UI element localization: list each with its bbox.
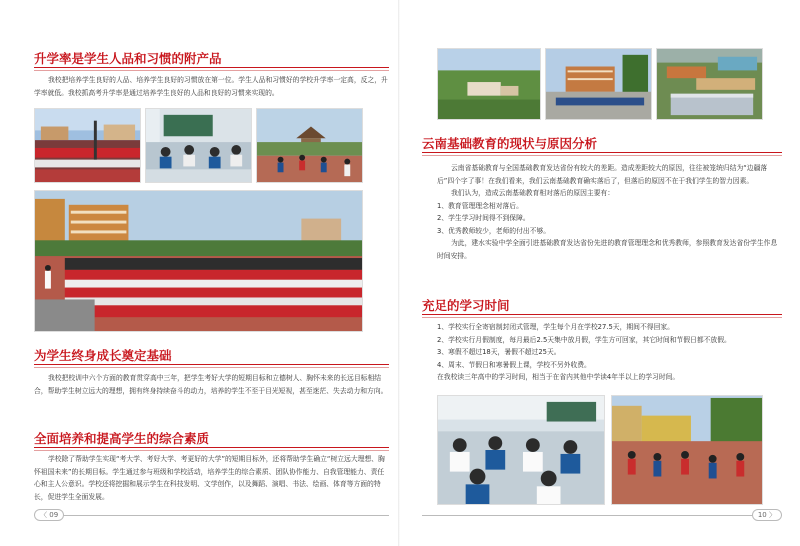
photo-ceremony — [34, 108, 141, 183]
section-rule — [34, 364, 389, 365]
list-item: 3、寒假不超过18天，暑假不超过25天。 — [437, 348, 561, 356]
page-number-badge — [34, 509, 64, 521]
section-body — [34, 74, 389, 99]
section-rule — [34, 450, 389, 451]
photo-campus-aerial — [437, 48, 541, 120]
page-number: 10 — [757, 511, 767, 519]
right-page — [400, 0, 800, 546]
paragraph: 我校把校训中六个方面的教育贯穿高中三年，把学生考好大学的短期目标和立德树人、胸怀未来的长远目标相结合，帮助学生树立远大的理想，拥有终身持续奋斗的动力，培养的学生不至于目光短视，甚至迷茫、失去动力和方向。 — [34, 374, 388, 395]
section-header — [422, 295, 782, 315]
page-number-badge — [752, 509, 782, 521]
photo-campus-students — [545, 48, 652, 120]
section-title: 云南基础教育的现状与原因分析 — [422, 136, 598, 151]
paragraph: 我校把培养学生良好的人品、培养学生良好的习惯放在第一位。学生人品和习惯好的学校升学率一定高，反之，升学率就低。我校抓高考升学率是通过培养学生良好的人品和良好的习惯来实现的。 — [34, 76, 388, 97]
section-rule — [34, 67, 389, 68]
chevron-left-icon: 〈 — [40, 511, 47, 519]
chevron-right-icon: 〉 — [769, 511, 776, 519]
paragraph: 为此，建水实验中学全面引进基础教育发达省份先进的教育管理理念和优秀教师，参照教育发达省份学生作息时间安排。 — [437, 239, 778, 260]
list-item: 1、学校实行全寄宿制封闭式管理，学生每个月在学校27.5天，期间不得回家。 — [437, 323, 674, 331]
section-header — [422, 133, 782, 153]
photo-classroom-study — [437, 395, 605, 505]
page-footer — [422, 509, 782, 521]
section-body — [437, 321, 782, 384]
section-rule — [422, 152, 782, 153]
section-rule — [422, 155, 782, 156]
list-item: 2、学校实行月假制度，每月最后2.5天集中放月假，学生方可回家，其它时间和节假日都不放假。 — [437, 335, 731, 344]
photo-running-exercise — [611, 395, 763, 505]
list-item: 1、教育管理理念相对落后。 — [437, 201, 523, 210]
section-title: 为学生终身成长奠定基础 — [34, 348, 172, 363]
photo-campus-overview — [656, 48, 763, 120]
section-header — [34, 345, 389, 365]
footer-rule — [34, 515, 389, 516]
page-number: 09 — [49, 511, 59, 519]
section-body — [437, 162, 782, 262]
section-body — [34, 372, 389, 397]
page-footer — [34, 509, 389, 521]
section-rule — [422, 317, 782, 318]
list-item: 3、优秀教师较少，老师的付出不够。 — [437, 226, 551, 235]
paragraph: 在我校读三年高中的学习时间，相当于在省内其他中学读4年半以上的学习时间。 — [437, 373, 680, 381]
list-item: 2、学生学习时间得不到保障。 — [437, 214, 530, 222]
section-rule — [34, 447, 389, 448]
photo-assembly — [34, 190, 363, 332]
section-rule — [34, 367, 389, 368]
list-item: 4、周末、节假日和寒暑假上课，学校不另外收费。 — [437, 360, 591, 369]
section-title: 升学率是学生人品和习惯的附产品 — [34, 51, 222, 66]
section-title: 全面培养和提高学生的综合素质 — [34, 431, 210, 446]
photo-classroom — [145, 108, 252, 183]
footer-rule — [422, 515, 782, 516]
section-rule — [422, 314, 782, 315]
photo-running — [256, 108, 363, 183]
section-body — [34, 453, 389, 503]
section-header — [34, 48, 389, 68]
paragraph: 我们认为，造成云南基础教育相对落后的原因主要有： — [451, 189, 615, 197]
section-title: 充足的学习时间 — [422, 298, 510, 313]
section-header — [34, 428, 389, 448]
paragraph: 学校除了帮助学生实现“考大学、考好大学、考更好的大学”的短期目标外，还将帮助学生确立“树立远大理想、胸怀祖国未来”的长期目标。学生通过参与班级和学校活动，培养学生的综合素质、团队协作能力、自我管理能力、责任心和主人公意识。学校还将挖掘和展示学生在科技发明、文学创作，以及舞蹈、演唱、书法、绘画、体育等方面的特长，促进学生全面发展。 — [34, 455, 385, 501]
paragraph: 云南省基础教育与全国基础教育发达省份有较大的差距。造成差距较大的原因，往往被笼统归结为“边疆落后”四个字了事！在我们看来，我们云南基础教育确实落后了，但落后的原因不在于我们学生的智力因素。 — [437, 164, 768, 185]
section-rule — [34, 70, 389, 71]
